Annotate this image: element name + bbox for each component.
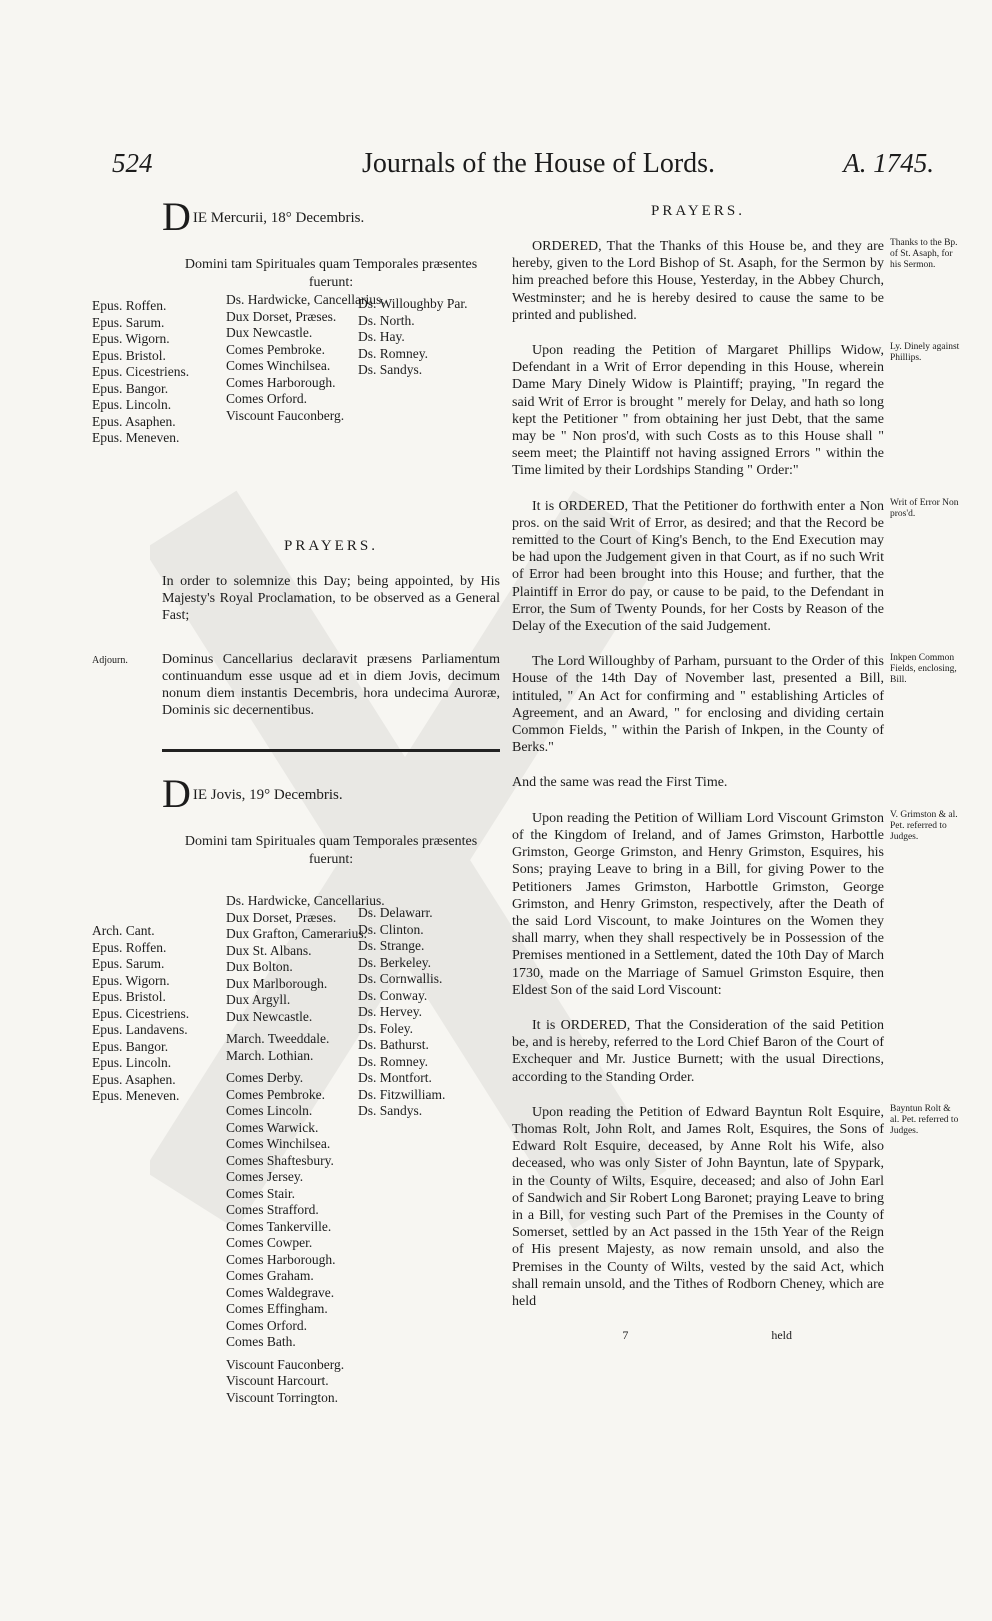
attendee-name: Epus. Asaphen. [92, 1071, 176, 1087]
attendee-name: Viscount Fauconberg. [226, 407, 345, 423]
attendee-name: Ds. Strange. [358, 938, 425, 954]
bishops-list [92, 923, 222, 1105]
drop-initial: D [162, 771, 191, 817]
attendee-name: Ds. Clinton. [358, 921, 424, 937]
attendee-name: Ds. Sandys. [358, 1103, 423, 1119]
journal-paragraph: And the same was read the First Time. [512, 775, 728, 791]
attendee-name: Viscount Torrington. [226, 1389, 338, 1405]
journal-paragraph: Upon reading the Petition of Margaret Phillips Widow, Defendant in a Writ of Error depending in this House, wherein Dame Mary Dinely Widow is Plaintiff; praying, "In regard the said Writ of Error is brought " merely for Delay, and hath so long kept the Petitioner " from obtaining her just Debt, that the same may be " Non pros'd, with such Costs as to this House shall " seem meet; the Plaintiff not having assigned Errors " within the Time limited by their Lordships Standing " Order:" Ly. Dinely against Phillips. [512, 342, 884, 480]
bishops-list [92, 298, 222, 447]
journal-paragraph: Upon reading the Petition of William Lord Viscount Grimston of the Kingdom of Ireland, and of James Grimston, Harbottle Grimston, George Grimston, and Henry Grimston, Esquires, his Sons; praying Leave to bring in a Bill, for giving Power to the Petitioners James Grimston, Harbottle Grimston, George Grimston, and Henry Grimston, respectively, after the Death of the said Lord Viscount, to make Jointures on the Women they shall marry, when they shall respectively be in Possession of the Premises mentioned in a Settlement, dated the 10th Day of March 1730, made on the Marriage of Samuel Grimston Esquire, then Eldest Son of the said Lord Viscount: V. Grimston & al. Pet. referred to Judges. [512, 810, 884, 999]
day-heading-18: DIE Mercurii, 18° Decembris. [162, 194, 365, 239]
attendee-name: Comes Derby. [226, 1070, 304, 1086]
drop-initial: D [162, 194, 191, 239]
attendee-name: Epus. Lincoln. [92, 397, 172, 412]
running-title: Journals of the House of Lords. [362, 148, 716, 179]
attendee-name: Dux St. Albans. [226, 942, 312, 958]
prayers-heading: PRAYERS. [651, 203, 745, 219]
attendee-name: Epus. Sarum. [92, 314, 165, 330]
margin-note: Thanks to the Bp. of St. Asaph, for his Sermon. [890, 238, 958, 270]
journal-paragraph: The Lord Willoughby of Parham, pursuant to the Order of this House of the 14th Day of November last, presented a Bill, intituled, " An Act for confirming and " establishing Articles of Agreement, and an Award, " for enclosing and dividing certain Common Fields, " within the Parish of Inkpen, in the County of Berks." Inkpen Common Fields, enclosing, Bill. [512, 653, 884, 756]
right-paragraphs [512, 238, 960, 1310]
attendee-name: Ds. Willoughby Par. [358, 296, 468, 311]
margin-note: V. Grimston & al. Pet. referred to Judges. [890, 809, 958, 842]
attendee-name: Comes Warwick. [226, 1119, 319, 1135]
attendee-name: Epus. Roffen. [92, 298, 167, 313]
attendee-name: Ds. Montfort. [358, 1070, 432, 1086]
attendee-name: Ds. Hay. [358, 329, 405, 344]
attendee-name: Ds. Fitzwilliam. [358, 1086, 446, 1102]
attendee-name: Ds. Conway. [358, 987, 428, 1003]
attendee-name: Comes Waldegrave. [226, 1284, 335, 1300]
attendee-name: Epus. Bangor. [92, 1038, 169, 1054]
attendee-name: Ds. Delawarr. [358, 905, 433, 921]
attendee-name: Ds. Hervey. [358, 1004, 422, 1020]
journal-paragraph: ORDERED, That the Thanks of this House be, and they are hereby, given to the Lord Bishop of St. Asaph, for the Sermon by him preached before this House, Yesterday, in the Abbey Church, Westminster; and he is hereby desired to cause the same to be printed and published. Thanks to the Bp. of St. Asaph, for his Sermon. [512, 238, 884, 324]
margin-note: Inkpen Common Fields, enclosing, Bill. [890, 653, 957, 686]
journal-paragraph: Upon reading the Petition of Edward Bayntun Rolt Esquire, Thomas Rolt, John Rolt, and James Rolt, Esquires, the Sons of Edward Rolt Esquire, deceased, by Anne Rolt his Wife, also deceased, who was only Sister of John Bayntun, late of Spypark, in the County of Wilts, Esquire, deceased; and also of John Earl of Sandwich and Sir Robert Long Baronet; praying Leave to bring in a Bill, for vesting such Part of the Premises in the County of Somerset, settled by an Act passed in the 15th Year of the Reign of His present Majesty, as now remain unsold, and also the Premises in the County of Wilts, vested by the said Act, which shall remain unsold, and the Tithes of Rodborn Cheney, which are held Bayntun Rolt & al. Pet. referred to Judges. [512, 1104, 884, 1310]
attendee-name: Comes Pembroke. [226, 1086, 325, 1102]
adjourn-block [92, 651, 500, 720]
attendee-name: Dux Dorset, Præses. [226, 308, 337, 324]
attendee-name: Ds. Bathurst. [358, 1037, 429, 1053]
attendee-name: Epus. Cicestriens. [92, 1005, 190, 1021]
attendee-name: Dux Marlborough. [226, 975, 328, 991]
attendee-name: Epus. Meneven. [92, 430, 180, 445]
attendee-name: Comes Winchilsea. [226, 358, 331, 373]
attendee-name: Viscount Fauconberg. [226, 1356, 345, 1372]
attendee-name: Ds. North. [358, 312, 415, 328]
attendee-name: Epus. Asaphen. [92, 413, 176, 429]
attendee-name: Comes Jersey. [226, 1169, 304, 1185]
attendance-list-18 [92, 292, 500, 518]
attendee-name: Comes Lincoln. [226, 1103, 313, 1119]
attendee-name: Comes Winchilsea. [226, 1136, 331, 1152]
attendee-name: Arch. Cant. [92, 923, 155, 939]
attendee-name: Viscount Harcourt. [226, 1373, 329, 1389]
section-rule [162, 749, 500, 752]
presentes-line: Domini tam Spirituales quam Temporales præsentes fuerunt: [184, 834, 478, 868]
attendee-name: Ds. Foley. [358, 1020, 414, 1036]
left-column [92, 193, 500, 1495]
attendee-name: Comes Harborough. [226, 1251, 336, 1267]
attendee-name: Comes Stair. [226, 1185, 296, 1201]
attendee-name: Dux Argyll. [226, 992, 291, 1008]
attendee-name: Epus. Lincoln. [92, 1055, 172, 1071]
adjourn-paragraph: Dominus Cancellarius declaravit præsens Parliamentum continuandum esse usque ad et in diem Jovis, decimum nonum diem instantis Decembris, hora undecima Auroræ, Dominis sic decernentibus. [162, 651, 500, 719]
attendee-name: Ds. Hardwicke, Cancellarius. [226, 292, 385, 307]
right-column [512, 203, 960, 1343]
attendee-name: Epus. Wigorn. [92, 331, 170, 346]
attendee-name: Comes Orford. [226, 391, 307, 406]
margin-note: Writ of Error Non pros'd. [890, 497, 959, 519]
attendee-name: March. Tweeddale. [226, 1031, 330, 1047]
attendee-name: Comes Cowper. [226, 1235, 313, 1251]
fast-paragraph: In order to solemnize this Day; being appointed, by His Majesty's Royal Proclamation, to be observed as a General Fast; [162, 574, 500, 624]
attendee-name: Epus. Bangor. [92, 380, 169, 396]
attendee-name: Epus. Wigorn. [92, 972, 170, 988]
year: A. 1745. [843, 148, 934, 178]
attendee-name: Dux Newcastle. [226, 1008, 313, 1024]
attendee-name: Dux Bolton. [226, 959, 293, 975]
attendee-name: March. Lothian. [226, 1047, 314, 1063]
prayers-heading: PRAYERS. [284, 538, 378, 554]
attendee-name: Comes Pembroke. [226, 341, 325, 357]
attendee-name: Comes Graham. [226, 1268, 314, 1284]
attendee-name: Epus. Cicestriens. [92, 364, 190, 379]
attendance-list-19 [92, 875, 500, 1495]
adjourn-note: Adjourn. [92, 654, 128, 666]
barons-list [358, 905, 488, 1120]
day-heading-19: DIE Jovis, 19° Decembris. [162, 771, 343, 817]
attendee-name: Epus. Meneven. [92, 1088, 180, 1104]
running-header [112, 148, 952, 192]
page-number: 524 [112, 148, 153, 178]
attendee-name: Comes Strafford. [226, 1202, 319, 1218]
attendee-name: Epus. Landavens. [92, 1022, 188, 1038]
attendee-name: Dux Grafton, Camerarius. [226, 926, 367, 942]
peers-list [226, 893, 385, 1406]
attendee-name: Ds. Hardwicke, Cancellarius. [226, 893, 385, 909]
attendee-name: Dux Newcastle. [226, 325, 313, 340]
journal-paragraph: It is ORDERED, That the Consideration of the said Petition be, and is hereby, referred to the Lord Chief Baron of the Court of Exchequer and Mr. Justice Burnett; with the usual Directions, according to the Standing Order. [512, 1017, 884, 1085]
attendee-name: Comes Tankerville. [226, 1218, 332, 1234]
margin-note: Bayntun Rolt & al. Pet. referred to Judges. [890, 1103, 959, 1136]
attendee-name: Epus. Bristol. [92, 989, 166, 1005]
attendee-name: Ds. Cornwallis. [358, 971, 443, 987]
attendee-name: Ds. Sandys. [358, 362, 423, 377]
signature-mark: 7 held [622, 1328, 792, 1343]
attendee-name: Epus. Bristol. [92, 347, 166, 363]
attendee-name: Epus. Sarum. [92, 956, 165, 972]
attendee-name: Comes Harborough. [226, 374, 336, 390]
barons-list [358, 296, 488, 379]
attendee-name: Comes Bath. [226, 1334, 296, 1350]
attendee-name: Comes Effingham. [226, 1301, 328, 1317]
attendee-name: Comes Shaftesbury. [226, 1152, 334, 1168]
presentes-line: Domini tam Spirituales quam Temporales præsentes fuerunt: [184, 257, 478, 290]
attendee-name: Ds. Romney. [358, 345, 428, 361]
attendee-name: Comes Orford. [226, 1317, 307, 1333]
attendee-name: Dux Dorset, Præses. [226, 909, 337, 925]
attendee-name: Ds. Berkeley. [358, 954, 431, 970]
margin-note: Ly. Dinely against Phillips. [890, 342, 960, 364]
attendee-name: Epus. Roffen. [92, 939, 167, 955]
attendee-name: Ds. Romney. [358, 1053, 428, 1069]
journal-paragraph: It is ORDERED, That the Petitioner do forthwith enter a Non pros. on the said Writ of Error, as desired; and that the Record be remitted to the Court of King's Bench, to the End Execution may be had upon the Judgement given in that Court, as if no such Writ of Error had been brought into this House; and further, that the Plaintiff in Error do pay, or cause to be paid, to the Defendant in Error, the Sum of Twenty Pounds, for her Costs by Reason of the Delay of the Execution of the said Judgement. Writ of Error Non pros'd. [512, 498, 884, 636]
